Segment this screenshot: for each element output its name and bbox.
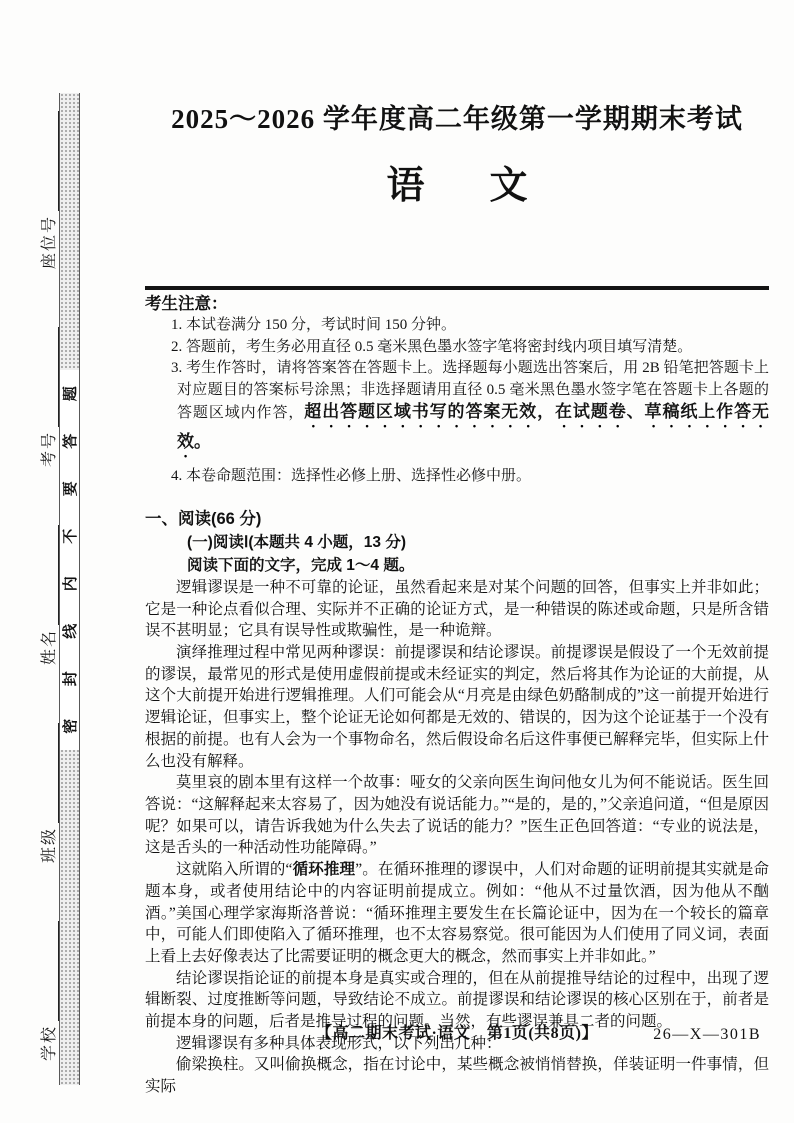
paragraph-text: 结论谬误指论证的前提本身是真实或合理的，但在从前提推导结论的过程中，出现了逻辑断裂、过度推断等问题，导致结论不成立。前提谬误和结论谬误的核心区别在于，前者是前提本身的问题，后者是推导过程的问题。当然，有些谬误兼具二者的问题。 <box>145 969 769 1031</box>
seal-strip-text <box>58 370 80 750</box>
seal-field-label: 姓名 <box>41 629 58 666</box>
notice-item-2: 2. 答题前，考生务必用直径 0.5 毫米黑色墨水签字笔将密封线内项目填写清楚。 <box>171 338 693 355</box>
footer-title-page-number: 【高二期末考试·语文 第1页(共8页)】 <box>316 1025 598 1042</box>
body-paragraph <box>145 772 769 859</box>
reading-instruction: 阅读下面的文字，完成 1～4 题。 <box>187 556 415 574</box>
seal-field-label: 班级 <box>41 827 58 864</box>
notice-top-rule <box>145 286 769 290</box>
seal-field-blank <box>41 111 59 211</box>
notice-item-3 <box>145 358 769 461</box>
notice-item-3-emphasis: 超出答题区域书写的答案无效，在试题卷、草稿纸上作答无效。 <box>177 402 769 452</box>
bold-term: 循环推理 <box>292 861 356 879</box>
seal-strip-char: 线 <box>61 623 79 639</box>
seal-field-label: 座位号 <box>41 215 58 270</box>
body-paragraph <box>145 577 769 642</box>
seal-strip-char: 内 <box>61 576 79 592</box>
paragraph-text: 这就陷入所谓的“ <box>176 861 293 879</box>
page-footer <box>145 1022 769 1048</box>
seal-field <box>36 921 59 1061</box>
notice-item-4: 4. 本卷命题范围：选择性必修上册、选择性必修中册。 <box>171 468 532 485</box>
section-heading: 一、阅读(66 分) <box>145 509 262 528</box>
main-column <box>145 0 769 1098</box>
paragraph-text: ”。在循环推理的谬误中，人们对命题的证明前提其实就是命题本身，或者使用结论中的内容证明前提成立。例如：“他从不过量饮酒，因为他从不酗酒。”美国心理学家海斯洛普说：“循环推理主要发生在长篇论证中，因为在一个较长的篇章中，可能人们即使陷入了循环推理，也不太容易察觉。很可能因为人们使用了同义词，表面上看上去好像表达了比需要证明的概念更大的概念，然而事实上并非如此。” <box>145 861 769 965</box>
notice-item-3-text: 3. 考生作答时，请将答案答在答题卡上。选择题每小题选出答案后，用 2B 铅笔把答题卡上对应题目的答案标号涂黑；非选择题请用直径 0.5 毫米黑色墨水签字笔在答题卡上各题的答题区域内作答， <box>171 360 769 422</box>
subject-title: 语文 <box>386 165 593 207</box>
seal-strip-char: 不 <box>61 528 79 544</box>
seal-field-label: 学校 <box>41 1024 58 1061</box>
body-paragraph <box>145 859 769 968</box>
paragraph-text: 逻辑谬误是一种不可靠的论证，虽然看起来是对某个问题的回答，但事实上并非如此；它是一种论点看似合理、实际并不正确的论证方式，是一种错误的陈述或命题，只是所含错误不甚明显；它具有误导性或欺骗性，是一种诡辩。 <box>145 578 769 640</box>
paragraph-text: 逻辑谬误有多种具体表现形式，以下列出几种： <box>176 1034 502 1052</box>
seal-field-label: 考号 <box>41 431 58 468</box>
paragraph-text: 莫里哀的剧本里有这样一个故事：哑女的父亲向医生询问他女儿为何不能说话。医生回答说：“这解释起来太容易了，因为她没有说话能力。”“是的，是的，”父亲追问道，“但是原因呢？如果可以，请告诉我她为什么失去了说话的能力？”医生正色回答道：“专业的说法是，这是舌头的一种活动性功能障碍。” <box>145 774 769 857</box>
seal-field <box>36 525 59 665</box>
notice-section <box>145 286 769 488</box>
seal-strip-window <box>60 370 79 750</box>
seal-field <box>36 111 59 269</box>
seal-fields <box>33 111 59 1061</box>
seal-strip <box>59 93 80 1085</box>
seal-field <box>36 723 59 863</box>
paragraph-text: 偷梁换柱。又叫偷换概念，指在讨论中，某些概念被悄悄替换，佯装证明一件事情，但实际 <box>145 1056 769 1096</box>
exam-title: 2025～2026 学年度高二年级第一学期期末考试 <box>171 104 743 134</box>
seal-field <box>36 327 59 467</box>
paper-code: 26—X—301B <box>653 1026 761 1043</box>
seal-field-blank <box>41 723 59 823</box>
reading-section <box>145 508 769 1098</box>
paragraph-text: 演绎推理过程中常见两种谬误：前提谬误和结论谬误。前提谬误是假设了一个无效前提的谬误，最常见的形式是使用虚假前提或未经证实的判定，然后将其作为论证的大前提，从这个大前提开始进行逻辑推理。人们可能会从“月亮是由绿色奶酪制成的”这一前提开始进行逻辑论证，但事实上，整个论证无论如何都是无效的、错误的，因为这个论证基于一个没有根据的前提。也有人会为一个事物命名，然后假设命名后这件事便已解释完毕，但实际上什么也没有解释。 <box>145 644 769 770</box>
seal-strip-char: 答 <box>61 433 79 449</box>
seal-strip-char: 题 <box>61 386 79 402</box>
body-paragraphs <box>145 577 769 1098</box>
seal-strip-char: 封 <box>61 671 79 687</box>
seal-strip-char: 要 <box>61 481 79 497</box>
seal-field-blank <box>41 525 59 625</box>
body-paragraph <box>145 1054 769 1097</box>
seal-field-blank <box>41 327 59 427</box>
notice-heading: 考生注意： <box>145 295 228 313</box>
sub-section-heading: (一)阅读Ⅰ(本题共 4 小题，13 分) <box>187 533 406 551</box>
seal-strip-char: 密 <box>61 718 79 734</box>
body-paragraph <box>145 642 769 772</box>
notice-item-1: 1. 本试卷满分 150 分，考试时间 150 分钟。 <box>171 317 457 333</box>
seal-field-blank <box>41 921 59 1021</box>
